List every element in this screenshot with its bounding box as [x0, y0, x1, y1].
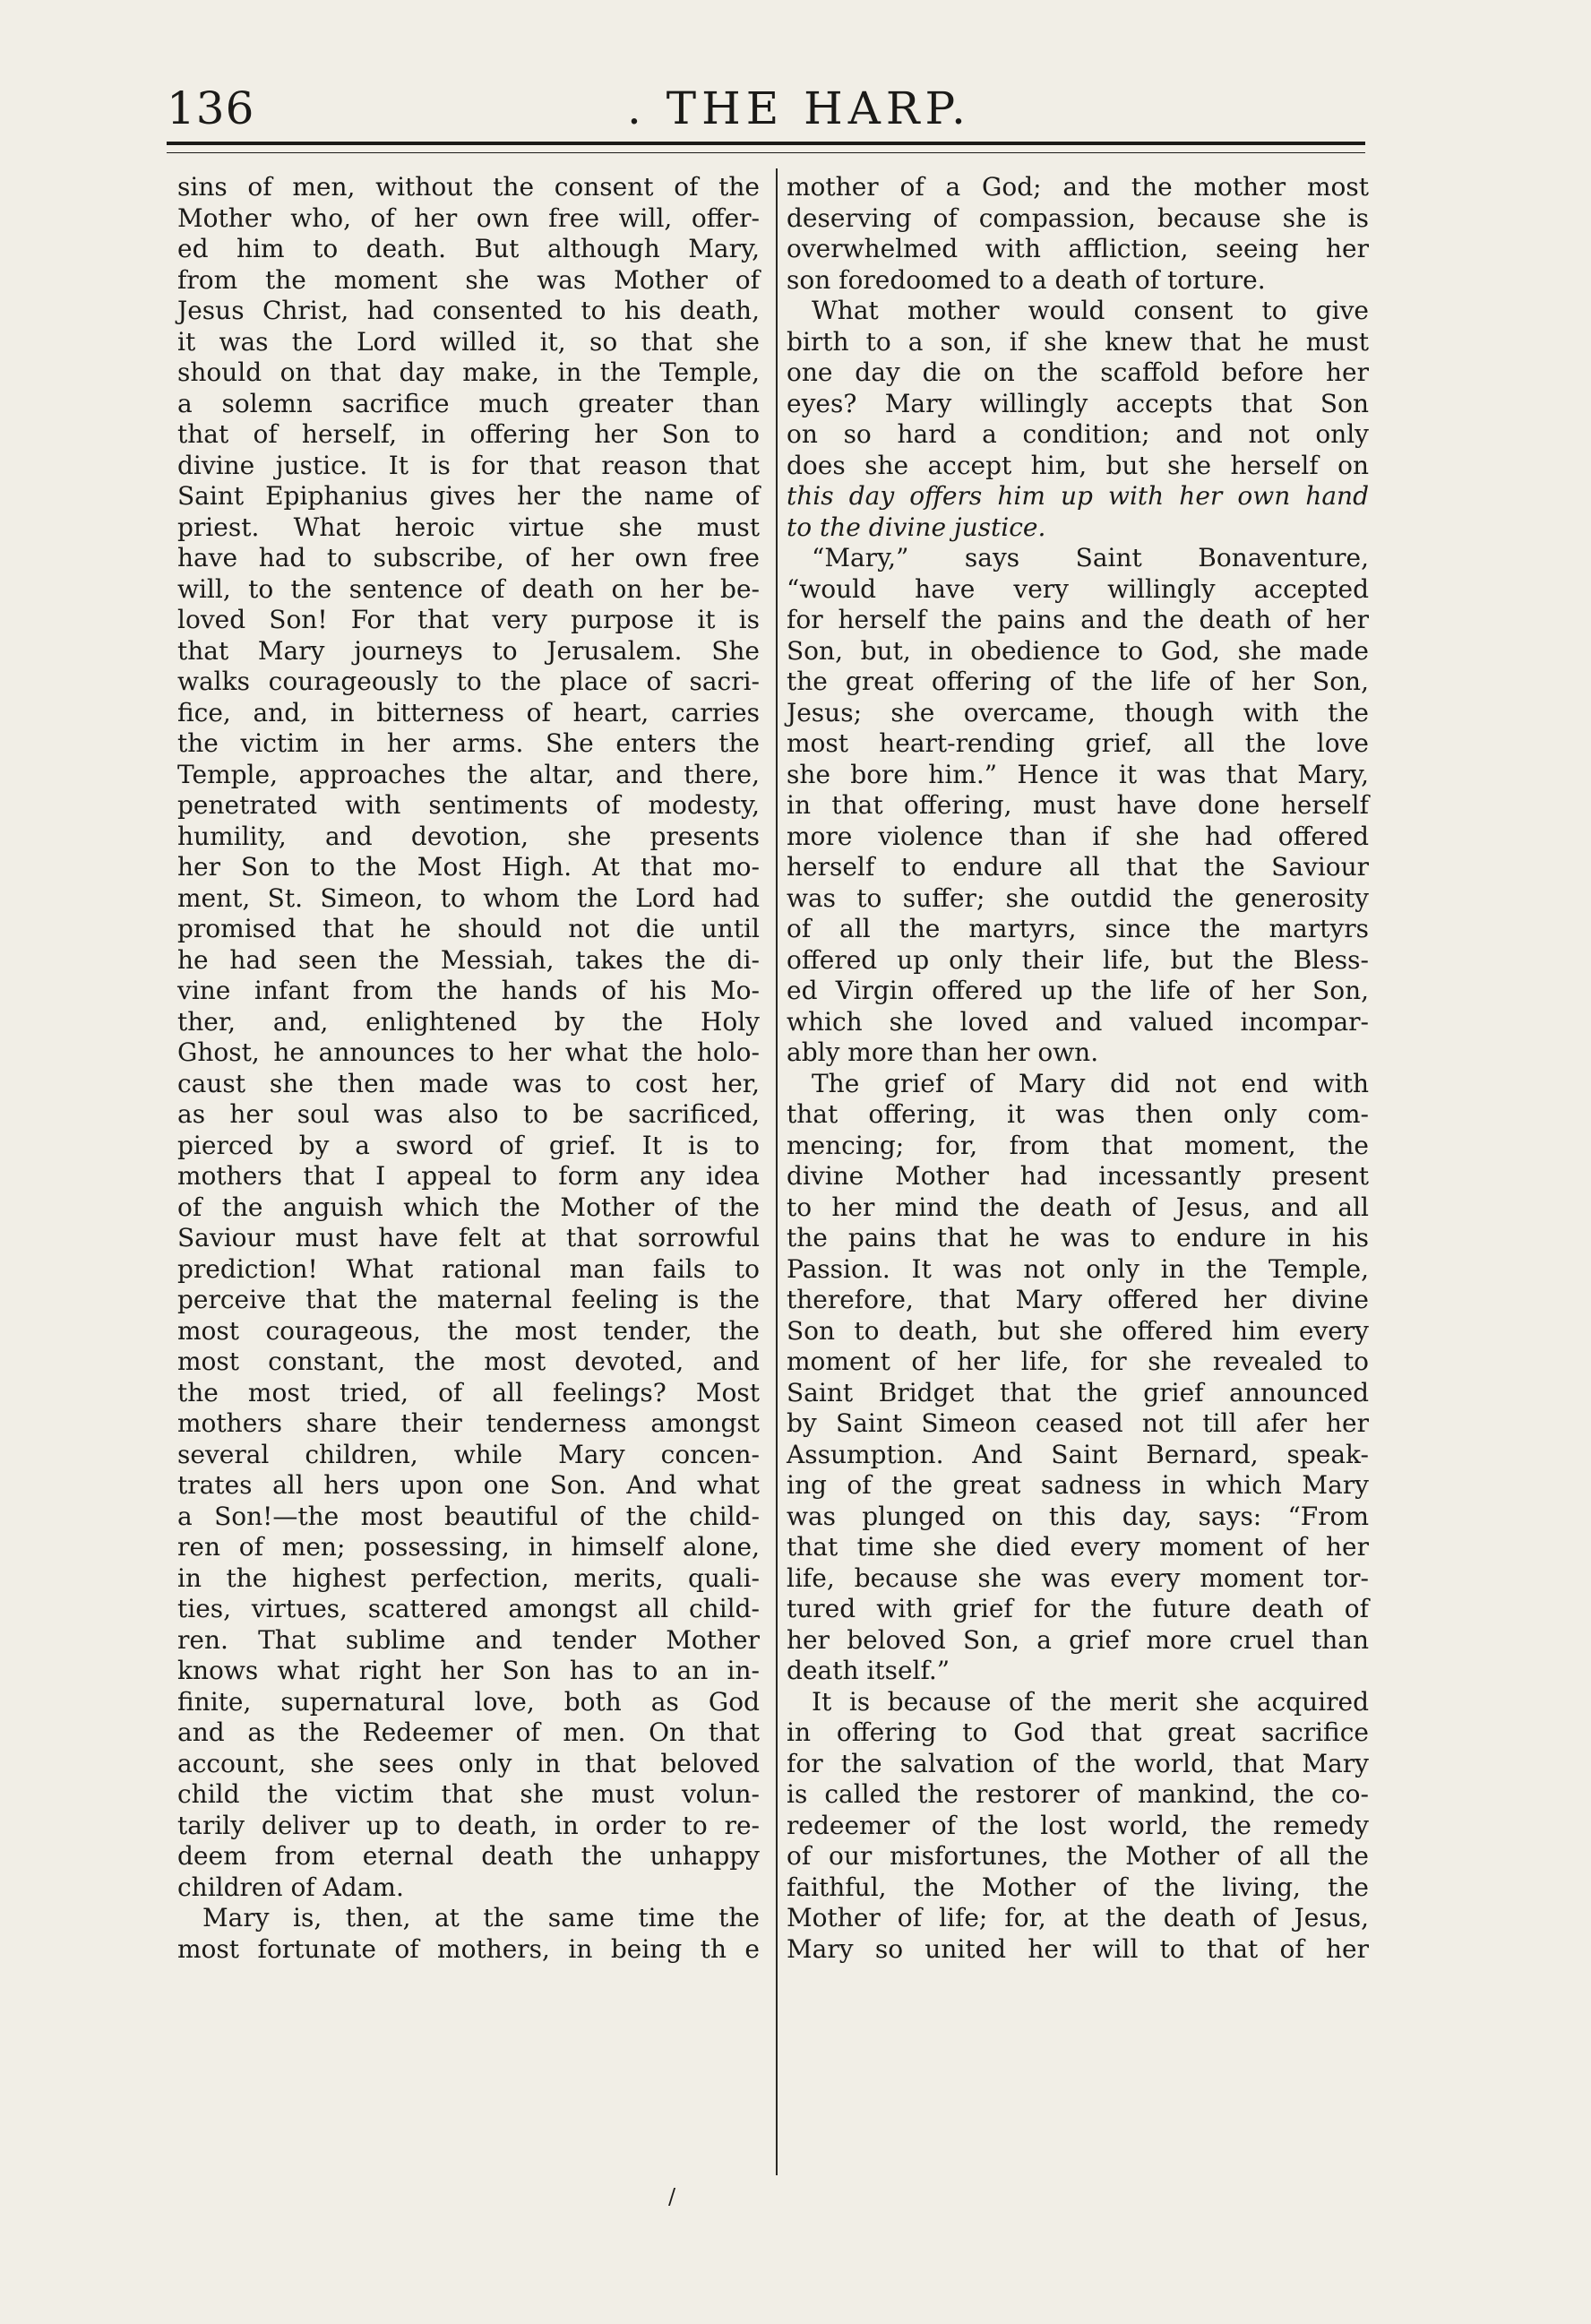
- text-line: finite, supernatural love, both as God: [177, 1686, 760, 1717]
- text-line: in the highest perfection, merits, quali-: [177, 1562, 760, 1593]
- text-line: in that offering, must have done herself: [787, 790, 1369, 820]
- text-line: Assumption. And Saint Bernard, speak-: [787, 1439, 1369, 1469]
- text-line: deem from eternal death the unhappy: [177, 1841, 760, 1871]
- text-line: ed Virgin offered up the life of her Son,: [787, 976, 1369, 1005]
- text-line: son foredoomed to a death of torture.: [787, 264, 1266, 295]
- text-line: more violence than if she had offered: [787, 821, 1369, 851]
- text-line: mencing; for, from that moment, the: [787, 1130, 1369, 1160]
- text-line: Mary so united her will to that of her: [787, 1933, 1369, 1964]
- text-line: most fortunate of mothers, in being th e: [177, 1933, 760, 1964]
- running-title: . THE HARP.: [627, 82, 971, 134]
- text-line: from the moment she was Mother of: [177, 264, 760, 295]
- text-line: caust she then made was to cost her,: [177, 1068, 760, 1098]
- text-line: divine justice. It is for that reason that: [177, 450, 760, 480]
- header-rule-thick: [167, 142, 1365, 145]
- text-line: Passion. It was not only in the Temple,: [787, 1253, 1369, 1284]
- text-line: ren. That sublime and tender Mother: [177, 1624, 760, 1655]
- text-line: most constant, the most devoted, and: [177, 1347, 760, 1376]
- text-line: as her soul was also to be sacrificed,: [177, 1099, 760, 1129]
- text-line: life, because she was every moment tor-: [787, 1562, 1369, 1593]
- text-line: divine Mother had incessantly present: [787, 1161, 1369, 1191]
- text-line: that offering, it was then only com-: [787, 1099, 1369, 1129]
- text-line: mother of a God; and the mother most: [787, 172, 1369, 202]
- text-line: that Mary journeys to Jerusalem. She: [177, 635, 760, 666]
- text-line: tarily deliver up to death, in order to re-: [177, 1810, 760, 1840]
- text-line: most courageous, the most tender, the: [177, 1315, 760, 1346]
- text-line: of all the martyrs, since the martyrs: [787, 914, 1369, 943]
- text-line: redeemer of the lost world, the remedy: [787, 1810, 1369, 1840]
- text-line: penetrated with sentiments of modesty,: [177, 790, 760, 820]
- text-line: ing of the great sadness in which Mary: [787, 1470, 1369, 1500]
- text-line: pierced by a sword of grief. It is to: [177, 1130, 760, 1160]
- text-line: does she accept him, but she herself on: [787, 450, 1369, 480]
- text-line: Mary is, then, at the same time the: [202, 1903, 760, 1932]
- text-line: was plunged on this day, says: “From: [787, 1501, 1369, 1531]
- text-line: Saint Bridget that the grief announced: [787, 1377, 1369, 1407]
- text-line: Temple, approaches the altar, and there,: [177, 759, 760, 789]
- text-line: her Son to the Most High. At that mo-: [177, 852, 760, 882]
- text-line: he had seen the Messiah, takes the di-: [177, 944, 760, 975]
- text-line: this day offers him up with her own hand: [787, 481, 1369, 511]
- text-line: is called the restorer of mankind, the co-: [787, 1779, 1369, 1809]
- text-line: offered up only their life, but the Bless-: [787, 944, 1369, 975]
- text-line: account, she sees only in that beloved: [177, 1748, 760, 1778]
- text-line: Mother who, of her own free will, offer-: [177, 202, 760, 233]
- text-line: which she loved and valued incompar-: [787, 1006, 1369, 1037]
- text-line: humility, and devotion, she presents: [177, 821, 760, 851]
- text-line: one day die on the scaffold before her: [787, 357, 1369, 387]
- text-line: Son, but, in obedience to God, she made: [787, 635, 1369, 666]
- text-line: vine infant from the hands of his Mo-: [177, 976, 760, 1005]
- text-line: Ghost, he announces to her what the holo-: [177, 1037, 760, 1067]
- text-line: ment, St. Simeon, to whom the Lord had: [177, 882, 760, 913]
- text-line: mothers that I appeal to form any idea: [177, 1161, 760, 1191]
- text-line: by Saint Simeon ceased not till afer her: [787, 1408, 1369, 1438]
- text-line: several children, while Mary concen-: [177, 1439, 760, 1469]
- text-line: will, to the sentence of death on her be-: [177, 573, 760, 604]
- text-line: a Son!—the most beautiful of the child-: [177, 1501, 760, 1531]
- text-line: have had to subscribe, of her own free: [177, 543, 760, 572]
- text-line: should on that day make, in the Temple,: [177, 357, 760, 387]
- left-column: [177, 172, 760, 1965]
- text-line: Saviour must have felt at that sorrowful: [177, 1223, 760, 1252]
- text-line: “would have very willingly accepted: [787, 573, 1369, 604]
- text-line: fice, and, in bitterness of heart, carries: [177, 697, 760, 727]
- text-line: “Mary,” says Saint Bonaventure,: [812, 543, 1369, 572]
- text-line: the victim in her arms. She enters the: [177, 728, 760, 758]
- text-line: ren of men; possessing, in himself alone,: [177, 1532, 760, 1562]
- column-divider: [776, 168, 778, 2175]
- text-line: mothers share their tenderness amongst: [177, 1408, 760, 1438]
- text-line: Jesus Christ, had consented to his death,: [177, 296, 760, 325]
- text-line: What mother would consent to give: [812, 296, 1369, 325]
- text-line: prediction! What rational man fails to: [177, 1253, 760, 1284]
- text-line: child the victim that she must volun-: [177, 1779, 760, 1809]
- text-line: ably more than her own.: [787, 1037, 1099, 1067]
- text-line: overwhelmed with affliction, seeing her: [787, 234, 1369, 263]
- text-line: sins of men, without the consent of the: [177, 172, 760, 202]
- text-line: most heart-rending grief, all the love: [787, 728, 1369, 758]
- text-line: tured with grief for the future death of: [787, 1594, 1369, 1623]
- text-line: a solemn sacrifice much greater than: [177, 388, 760, 418]
- header-rule-thin: [167, 152, 1365, 153]
- text-line: ed him to death. But although Mary,: [177, 234, 760, 263]
- text-line: deserving of compassion, because she is: [787, 202, 1369, 233]
- text-line: priest. What heroic virtue she must: [177, 512, 760, 542]
- text-line: to her mind the death of Jesus, and all: [787, 1192, 1369, 1222]
- text-line: walks courageously to the place of sacri-: [177, 667, 760, 696]
- text-line: that time she died every moment of her: [787, 1532, 1369, 1562]
- text-line: for herself the pains and the death of her: [787, 605, 1369, 634]
- text-line: her beloved Son, a grief more cruel than: [787, 1624, 1369, 1655]
- text-line: in offering to God that great sacrifice: [787, 1717, 1369, 1747]
- text-line: of our misfortunes, the Mother of all the: [787, 1841, 1369, 1871]
- text-line: perceive that the maternal feeling is the: [177, 1285, 760, 1314]
- text-line: to the divine justice.: [787, 512, 1046, 542]
- text-line: moment of her life, for she revealed to: [787, 1347, 1369, 1376]
- text-line: on so hard a condition; and not only: [787, 419, 1369, 449]
- text-line: the great offering of the life of her Son,: [787, 667, 1369, 696]
- text-line: she bore him.” Hence it was that Mary,: [787, 759, 1369, 789]
- text-line: that of herself, in offering her Son to: [177, 419, 760, 449]
- text-line: birth to a son, if she knew that he must: [787, 326, 1369, 357]
- text-line: loved Son! For that very purpose it is: [177, 605, 760, 634]
- text-line: knows what right her Son has to an in-: [177, 1656, 760, 1685]
- text-line: trates all hers upon one Son. And what: [177, 1470, 760, 1500]
- text-line: it was the Lord willed it, so that she: [177, 326, 760, 357]
- text-line: It is because of the merit she acquired: [812, 1686, 1369, 1717]
- text-line: The grief of Mary did not end with: [812, 1068, 1369, 1098]
- text-line: promised that he should not die until: [177, 914, 760, 943]
- text-line: ther, and, enlightened by the Holy: [177, 1006, 760, 1037]
- text-line: for the salvation of the world, that Mary: [787, 1748, 1369, 1778]
- text-line: Jesus; she overcame, though with the: [787, 697, 1369, 727]
- text-line: therefore, that Mary offered her divine: [787, 1285, 1369, 1314]
- text-line: faithful, the Mother of the living, the: [787, 1872, 1369, 1902]
- text-line: Saint Epiphanius gives her the name of: [177, 481, 760, 511]
- text-line: was to suffer; she outdid the generosity: [787, 882, 1369, 913]
- text-line: the most tried, of all feelings? Most: [177, 1377, 760, 1407]
- page-number: 136: [167, 82, 255, 134]
- text-line: ties, virtues, scattered amongst all child-: [177, 1594, 760, 1623]
- text-line: Son to death, but she offered him every: [787, 1315, 1369, 1346]
- text-line: eyes? Mary willingly accepts that Son: [787, 388, 1369, 418]
- text-line: of the anguish which the Mother of the: [177, 1192, 760, 1222]
- text-line: and as the Redeemer of men. On that: [177, 1717, 760, 1747]
- text-line: death itself.”: [787, 1656, 950, 1685]
- text-line: herself to endure all that the Saviour: [787, 852, 1369, 882]
- text-line: children of Adam.: [177, 1872, 404, 1902]
- text-line: Mother of life; for, at the death of Jesus,: [787, 1903, 1369, 1932]
- footer-mark: /: [668, 2184, 676, 2209]
- right-column: [787, 172, 1369, 1965]
- text-line: the pains that he was to endure in his: [787, 1223, 1369, 1252]
